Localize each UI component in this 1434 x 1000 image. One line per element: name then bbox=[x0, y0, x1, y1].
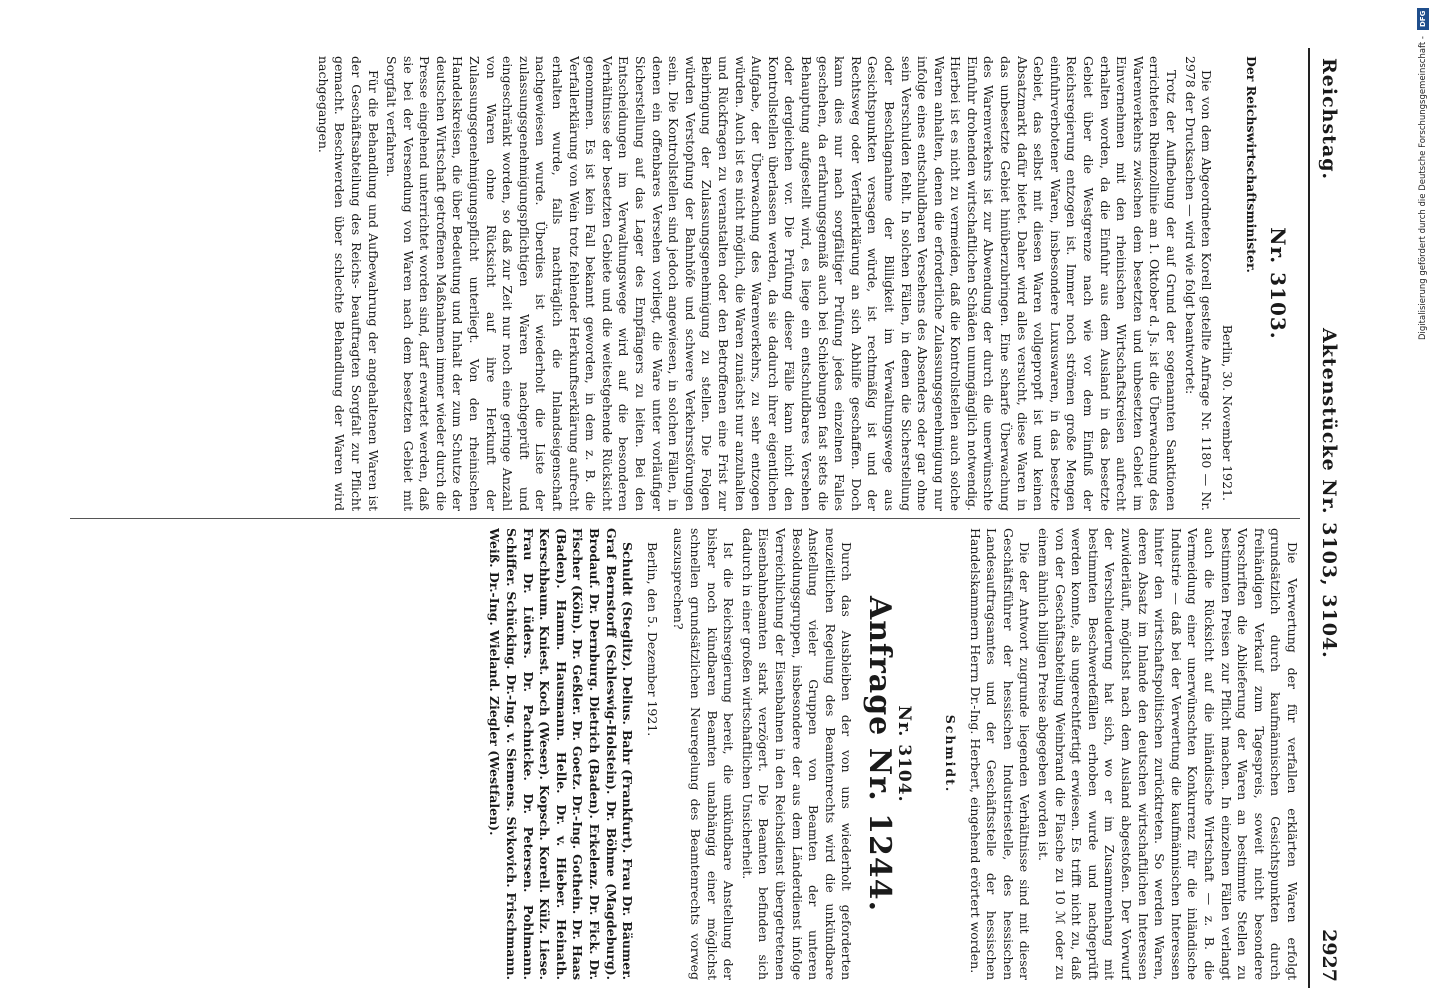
doc1-signature: Schmidt. bbox=[943, 714, 959, 794]
rotated-document bbox=[58, 48, 1348, 988]
header-left: Reichstag. bbox=[1318, 58, 1340, 181]
running-header bbox=[1308, 48, 1348, 988]
doc1-date: Berlin, 30. November 1921. bbox=[1219, 324, 1235, 501]
doc1-paragraph: Die von dem Abgeordneten Korell gestellte Anfrage Nr. 1180 — Nr. 2978 der Drucksachen — wird wie folgt beantwortet: bbox=[1182, 56, 1215, 511]
attribution-text: Digitalisierung gefördert durch die Deutsche Forschungsgemeinschaft - bbox=[1418, 36, 1428, 340]
header-middle: Aktenstücke Nr. 3103, 3104. bbox=[1318, 328, 1340, 659]
doc1-paragraph: Für die Behandlung und Aufbewahrung der angehaltenen Waren ist der Geschäftsabteilung des Reichs- beauftragten Sorgfalt zur Pflicht gemacht. Beschwerden über schlechte Behandlung der Waren wird nachgegangen. bbox=[315, 56, 381, 511]
doc1-paragraph: Die der Antwort zugrunde liegenden Verhältnisse sind mit dieser Geschäftsführer der hessischen Industriestelle, des hessischen Landesauftragsamtes und der Geschäftsstelle der hessischen Handelskammern Herrn Dr.-Ing. Herbert, eingehend erörtert worden. bbox=[967, 528, 1033, 980]
doc1-number: Nr. 3103. bbox=[1266, 227, 1290, 340]
doc2-paragraph: Durch das Ausbleiben der von uns wiederholt geforderten neuzeitlichen Regelung des Beamtenrechts wird die unkündbare Anstellung vieler Gruppen von Beamten der unteren Besoldungsgruppen, insbesondere der aus dem Länderdienst infolge Verreichlichung der Eisenbahnen in den Reichsdienst übergetretenen Eisenbahnbeamten stark verzögert. Die Beamten befinden sich dadurch in einer großen wirtschaftlichen Unsicherheit. bbox=[739, 528, 855, 980]
doc2-number: Nr. 3104. bbox=[893, 705, 914, 803]
column-divider bbox=[70, 518, 1300, 519]
doc2-date: Berlin, den 5. Dezember 1921. bbox=[644, 542, 660, 737]
doc2-paragraph: Ist die Reichsregierung bereit, die unkündbare Anstellung der bisher noch kündbaren Beamten unabhängig einer möglichst schnellen grundsätzlichen Neuregelung des Beamtenrechts vorweg auszusprechen? bbox=[671, 528, 737, 980]
margin-attribution bbox=[1416, 8, 1430, 993]
doc2-title: Anfrage Nr. 1244. bbox=[861, 595, 897, 913]
page-number: 2927 bbox=[1318, 929, 1340, 982]
doc1-paragraph: Die Verwertung der für verfallen erklärten Waren erfolgt grundsätzlich durch kaufmännischen Gesichtspunkten durch freihändigen Verkauf zum Tagespreis, soweit nicht besondere Vorschriften die Ablieferung der Waren an bestimmte Stellen zu bestimmten Preisen zur Pflicht machen. In einzelnen Fällen verlangt auch die Rücksicht auf die inländische Wirtschaft — z. B. die Vermeidung einer unerwünschten Konkurrenz für die inländische Industrie — daß bei der Verwertung die kaufmännischen Interessen hinter den wirtschaftspolitischen zurücktreten. So werden Waren, deren Absatz im Inlande den deutschen wirtschaftlichen Interessen zuwiderläuft, möglichst nach dem Ausland abgestoßen. Der Vorwurf der Verschleuderung hat sich, wo er im Zusammenhang mit bestimmten Beschwerdefällen erhoben wurde und nachgeprüft werden konnte, als ungerechtfertigt erwiesen. Es trifft nicht zu, daß von der Geschäftsabteilung Weinbrand die Flasche zu 10 ℳ oder zu einem ähnlich billigen Preise abgegeben worden ist. bbox=[1036, 528, 1300, 980]
doc1-addressee: Der Reichswirtschaftsminister. bbox=[1244, 56, 1260, 273]
dfg-logo-icon: DFG bbox=[1417, 8, 1429, 30]
doc1-paragraph: Trotz der Aufhebung der auf Grund der sogenannten Sanktionen errichteten Rheinzollinie am 1. Oktober d. Js. ist die Überwachung des Warenverkehrs zwischen dem besetzten und unbesetzten Gebiet im Einvernehmen mit den rheinischen Wirtschaftskreisen aufrecht erhalten worden, da die Einfuhr aus dem Ausland in das besetzte Gebiet über die Westgrenze nach wie vor dem Einfluß der Reichsregierung entzogen ist. Immer noch strömen große Mengen einfuhrverbotener Waren, insbesondere Luxuswaren, in das besetzte Gebiet, das selbst mit diesen Waren vollgepropft ist und keinen Absatzmarkt dafür bietet. Daher wird alles versucht, diese Waren in das unbesetzte Gebiet hinüberzubringen. Eine scharfe Überwachung des Warenverkehrs ist zur Abwendung der durch die unerwünschte Einfuhr drohenden wirtschaftlichen Schäden unumgänglich notwendig. Hierbei ist es nicht zu vermeiden, daß die Kontrollstellen auch solche Waren anhalten, denen die erforderliche Zulassungsgenehmigung nur infolge eines entschuldbaren Versehens des Absenders oder gar ohne sein Verschulden fehlt. In solchen Fällen, in denen die Sicherstellung oder Beschlagnahme der Billigkeit im Verwaltungswege aus Gesichtspunkten versagen würde, ist rechtmäßig ist und der Rechtsweg oder Verfallerklärung an sich Abhilfe geschaffen. Doch kann dies nur nach sorgfältiger Prüfung jedes einzelnen Falles geschehen, da erfahrungsgemäß auch bei Schiebungen fast stets die Behauptung aufgestellt wird, es liege ein entschuldbares Versehen oder dergleichen vor. Die Prüfung dieser Fälle kann nicht den Kontrollstellen überlassen werden, da sie dadurch ihrer eigentlichen Aufgabe, der Überwachung des Warenverkehrs, zu sehr entzogen würden. Auch ist es nicht möglich, die Waren zunächst nur anzuhalten und Rückfragen zu veranstalten oder den Betroffenen eine Frist zur Beibringung der Zulassungsgenehmigung zu stellen. Die Folgen würden Verstopfung der Bahnhöfe und schwere Verkehrsstörungen sein. Die Kontrollstellen sind jedoch angewiesen, in solchen Fällen, in denen ein offenbares Versehen vorliegt, die Ware unter vorläufiger Sicherstellung auf das Lager des Empfängers zu leiten. Bei den Entscheidungen im Verwaltungswege wird auf die besonderen Verhältnisse der besetzten Gebiete und die weitestgehende Rücksicht genommen. Es ist kein Fall bekannt geworden, in dem z. B. die Verfallerklärung von Wein trotz fehlender Herkunftserklärung aufrecht erhalten wurde, falls nachträglich die Inlandseigenschaft nachgewiesen wurde. Überdies ist wiederholt die Liste der zulassungsgenehmigungspflichtigen Waren nachgeprüft und eingeschränkt worden, so daß zur Zeit nur noch eine geringe Anzahl von Waren ohne Rücksicht auf ihre Herkunft der Zulassungsgenehmigungspflicht unterliegt. Von den rheinischen Handelskreisen, die über Bedeutung und Inhalt der zum Schutze der deutschen Wirtschaft getroffenen Maßnahmen immer wieder durch die Presse eingehend unterrichtet worden sind, darf erwartet werden, daß sie bei der Versendung von Waren nach dem besetzten Gebiet mit Sorgfalt verfahren. bbox=[384, 56, 1180, 511]
column-left bbox=[70, 56, 1300, 511]
column-right bbox=[70, 528, 1300, 980]
doc2-signatories: Schuldt (Steglitz). Delius. Bahr (Frankfurt). Frau Dr. Bäumer. Graf Bernstorff (Schleswig-Holstein). Dr. Böhme (Magdeburg). Brodauf. Dr. Dernburg. Dietrich (Baden). Erkelenz. Dr. Fick. Dr. Fischer (Köln). Dr. Geßler. Dr. Goetz. Dr.-Ing. Gothein. Dr. Haas (Baden). Hamm. Hausmann. Helle. Dr. v. Hieber. Heinath. Kerschbaum. Kniest. Koch (Weser). Kopsch. Korell. Külz. Liese. Frau Dr. Lüders. Dr. Pachnicke. Dr. Petersen. Pohlmann. Schiffer. Schücking. Dr.-Ing. v. Siemens. Sivkovich. Frischmann. Weiß. Dr.-Ing. Wieland. Ziegler (Westfalen). bbox=[487, 528, 636, 980]
